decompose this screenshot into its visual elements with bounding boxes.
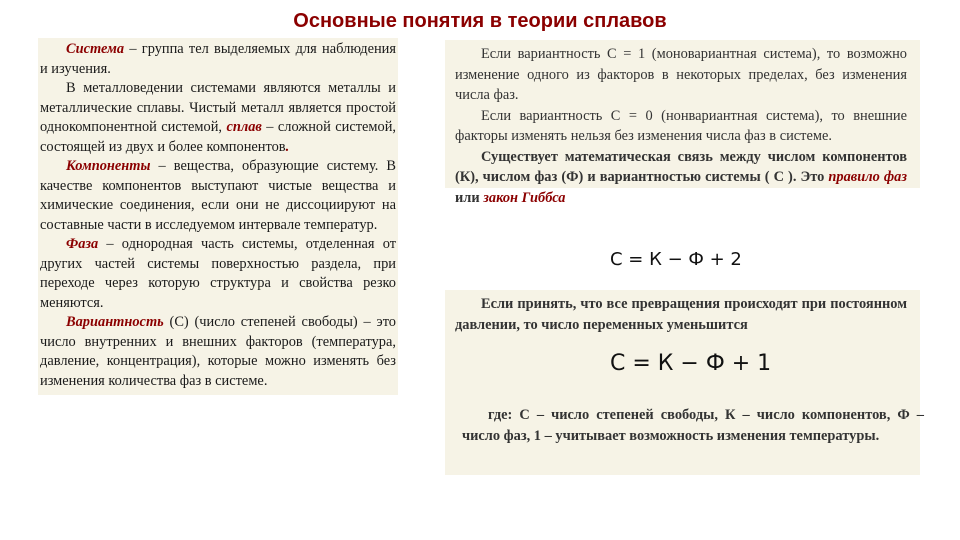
definition-components: [38, 157, 398, 235]
term-phase-rule: правило фаз: [828, 169, 907, 185]
term-phase: Фаза: [66, 236, 99, 252]
paragraph-gibbs-or: или: [455, 189, 484, 206]
definition-components-text: – вещества, образующие систему. В качестве компонентов выступают чистые вещества и химические соединения, если они не диссоциируют на составные части в исследуемом интервале температур.: [40, 158, 396, 233]
definition-variance-text: (С) (число степеней свободы) – это число внутренних и внешних факторов (температура, давление, концентрация), которые можно изменять без изменения количества фаз в системе.: [40, 314, 396, 389]
paragraph-metals-end: .: [285, 138, 290, 155]
term-variance: Вариантность: [66, 314, 164, 330]
definition-phase: [38, 235, 398, 313]
definition-system: [38, 40, 398, 79]
paragraph-monovariant: Если вариантность С = 1 (моновариантная система), то возможно изменение одного из факторов в некоторых пределах, без изменения числа фаз.: [455, 46, 907, 103]
definition-system-text: – группа тел выделяемых для наблюдения и изучения.: [40, 41, 396, 77]
term-gibbs-law: закон Гиббса: [483, 189, 566, 206]
formula-constant-pressure: С = К − Ф + 1: [610, 351, 772, 376]
left-text-panel: [38, 38, 398, 395]
paragraph-nonvariant: Если вариантность С = 0 (нонвариантная система), то внешние факторы изменять нельзя без изменения числа фаз в системе.: [455, 107, 907, 144]
paragraph-formula-legend: где: С – число степеней свободы, К – число компонентов, Ф – число фаз, 1 – учитывает возможность изменения температуры.: [462, 407, 924, 444]
definition-phase-text: – однородная часть системы, отделенная от других частей системы поверхностью раздела, при переходе через которую структура и свойства резко меняются.: [40, 236, 396, 311]
page-title: Основные понятия в теории сплавов: [293, 10, 667, 32]
right-block-variance: [455, 44, 907, 208]
right-block-constant-pressure: [455, 294, 907, 335]
definition-variance: [38, 313, 398, 391]
paragraph-metals-text-2: – сложной системой, состоящей из двух и более компонентов: [40, 119, 397, 155]
right-block-legend: [462, 405, 924, 446]
term-alloy: сплав: [226, 119, 262, 135]
term-components: Компоненты: [66, 158, 151, 174]
paragraph-metals-text: В металловедении системами являются металлы и металлические сплавы. Чистый металл является простой однокомпонентной системой,: [40, 80, 396, 135]
paragraph-constant-pressure: Если принять, что все превращения происходят при постоянном давлении, то число переменных уменьшится: [455, 296, 907, 333]
term-system: Система: [66, 41, 125, 57]
formula-gibbs: С = К − Ф + 2: [610, 249, 742, 270]
paragraph-metals: [38, 79, 398, 157]
paragraph-gibbs-text: Существует математическая связь между числом компонентов (К), числом фаз (Ф) и вариантностью системы ( С ). Это: [455, 148, 907, 185]
paragraph-gibbs: [455, 147, 907, 209]
